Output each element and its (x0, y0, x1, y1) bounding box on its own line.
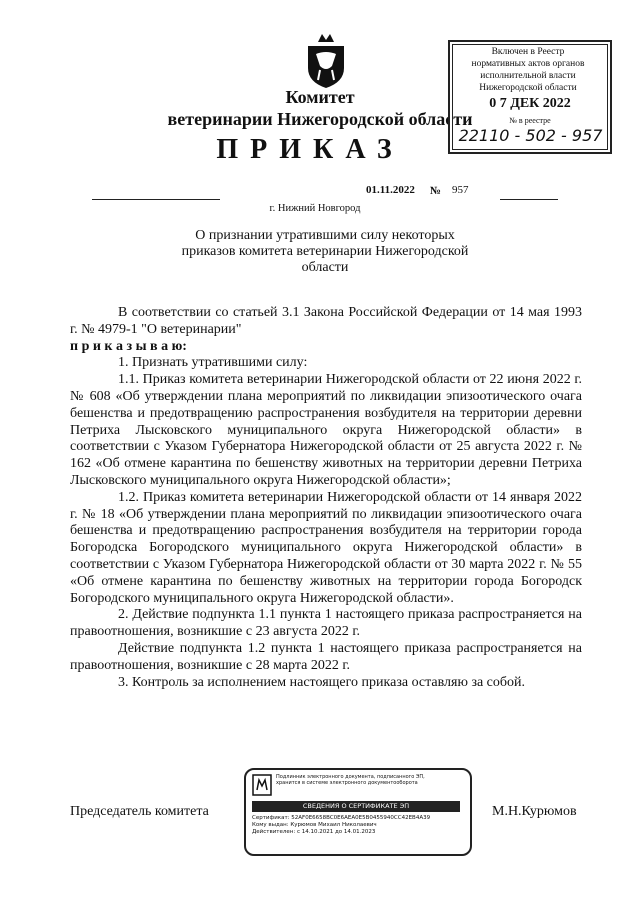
item-3: 3. Контроль за исполнением настоящего приказа оставляю за собой. (118, 674, 526, 690)
coat-of-arms-emblem (300, 32, 352, 90)
registry-stamp-text (452, 46, 604, 94)
org-line-2: ветеринарии Нижегородской области (167, 109, 473, 129)
item-2: 2. Действие подпункта 1.1 пункта 1 настоящего приказа распространяется на правоотношения, возникшие с 23 августа 2022 г. (70, 607, 582, 640)
order-date: 01.11.2022 (366, 184, 415, 196)
ecp-header-2: хранится в системе электронного документооборота (276, 780, 418, 786)
stamp-line-1: Включен в Реестр (491, 47, 565, 57)
date-underline-left (92, 199, 220, 200)
ecp-owner: Кому выдан: Курюмов Михаил Николаевич (252, 822, 377, 828)
item-2b: Действие подпункта 1.2 пункта 1 настоящего приказа распространяется на правоотношения, возникшие с 28 марта 2022 г. (70, 640, 582, 673)
ecp-header-1: Подлинник электронного документа, подписанного ЭП, (276, 774, 425, 780)
stamp-reg-number: 22110 - 502 - 957 (458, 126, 603, 145)
org-line-1: Комитет (285, 87, 355, 107)
order-word: п р и к а з ы в а ю: (70, 338, 187, 354)
subject-line-3: области (301, 260, 349, 275)
ecp-cert: Сертификат: 52AF0E6658BC0E6AEA0E5B0455940CC42EB4A39 (252, 815, 431, 821)
item-1-2: 1.2. Приказ комитета ветеринарии Нижегородской области от 14 января 2022 г. № 18 «Об утверждении плана мероприятий по ликвидации эпизоотического очага бешенства и предотвращению распространения возбудителя на территории города Богородска Богородского муниципального округа Нижегородской области» в соответствии с Указом Губернатора Нижегородской области от 30 марта 2022 г. № 55 «Об отмене карантина по бешенству животных на территории города Богородск Богородского муниципального округа Нижегородской области». (70, 489, 582, 606)
stamp-line-4: Нижегородской области (479, 83, 577, 93)
stamp-reg-label: № в реестре (509, 116, 551, 125)
order-subject (160, 228, 490, 276)
stamp-date: 0 7 ДЕК 2022 (489, 96, 571, 111)
organization-name (150, 86, 490, 130)
subject-line-2: приказов комитета ветеринарии Нижегородской (181, 244, 469, 259)
document-type: ПРИКАЗ (216, 134, 404, 165)
e-signature-details (252, 815, 462, 836)
stamp-line-3: исполнительной власти (480, 71, 576, 81)
e-signature-emblem-icon (252, 774, 272, 796)
e-signature-title-bar: СВЕДЕНИЯ О СЕРТИФИКАТЕ ЭП (252, 801, 460, 812)
date-underline-right (500, 199, 558, 200)
signer-position: Председатель комитета (70, 804, 209, 819)
item-1: 1. Признать утратившими силу: (118, 355, 308, 371)
order-number-label: № (430, 185, 442, 197)
city: г. Нижний Новгород (269, 203, 361, 214)
e-signature-header (276, 774, 462, 786)
item-1-1: 1.1. Приказ комитета ветеринарии Нижегородской области от 22 июня 2022 г. № 608 «Об утверждении плана мероприятий по ликвидации эпизоотического очага бешенства и предотвращению распространения возбудителя на территории деревни Петриха Лысковского муниципального округа Нижегородской области» в соответствии с Указом Губернатора Нижегородской области от 25 августа 2022 г. № 162 «Об отмене карантина по бешенству животных на территории деревни Петриха Лысковского муниципального округа Нижегородской области»; (70, 372, 582, 488)
order-body (70, 305, 582, 691)
stamp-line-2: нормативных актов органов (471, 59, 585, 69)
order-number: 957 (452, 184, 469, 196)
ecp-valid: Действителен: с 14.10.2021 до 14.01.2023 (252, 829, 376, 835)
subject-line-1: О признании утратившими силу некоторых (195, 228, 455, 243)
signer-name: М.Н.Курюмов (492, 804, 577, 819)
preamble: В соответствии со статьей 3.1 Закона Российской Федерации от 14 мая 1993 г. № 4979-1 "О ветеринарии" (70, 305, 582, 337)
